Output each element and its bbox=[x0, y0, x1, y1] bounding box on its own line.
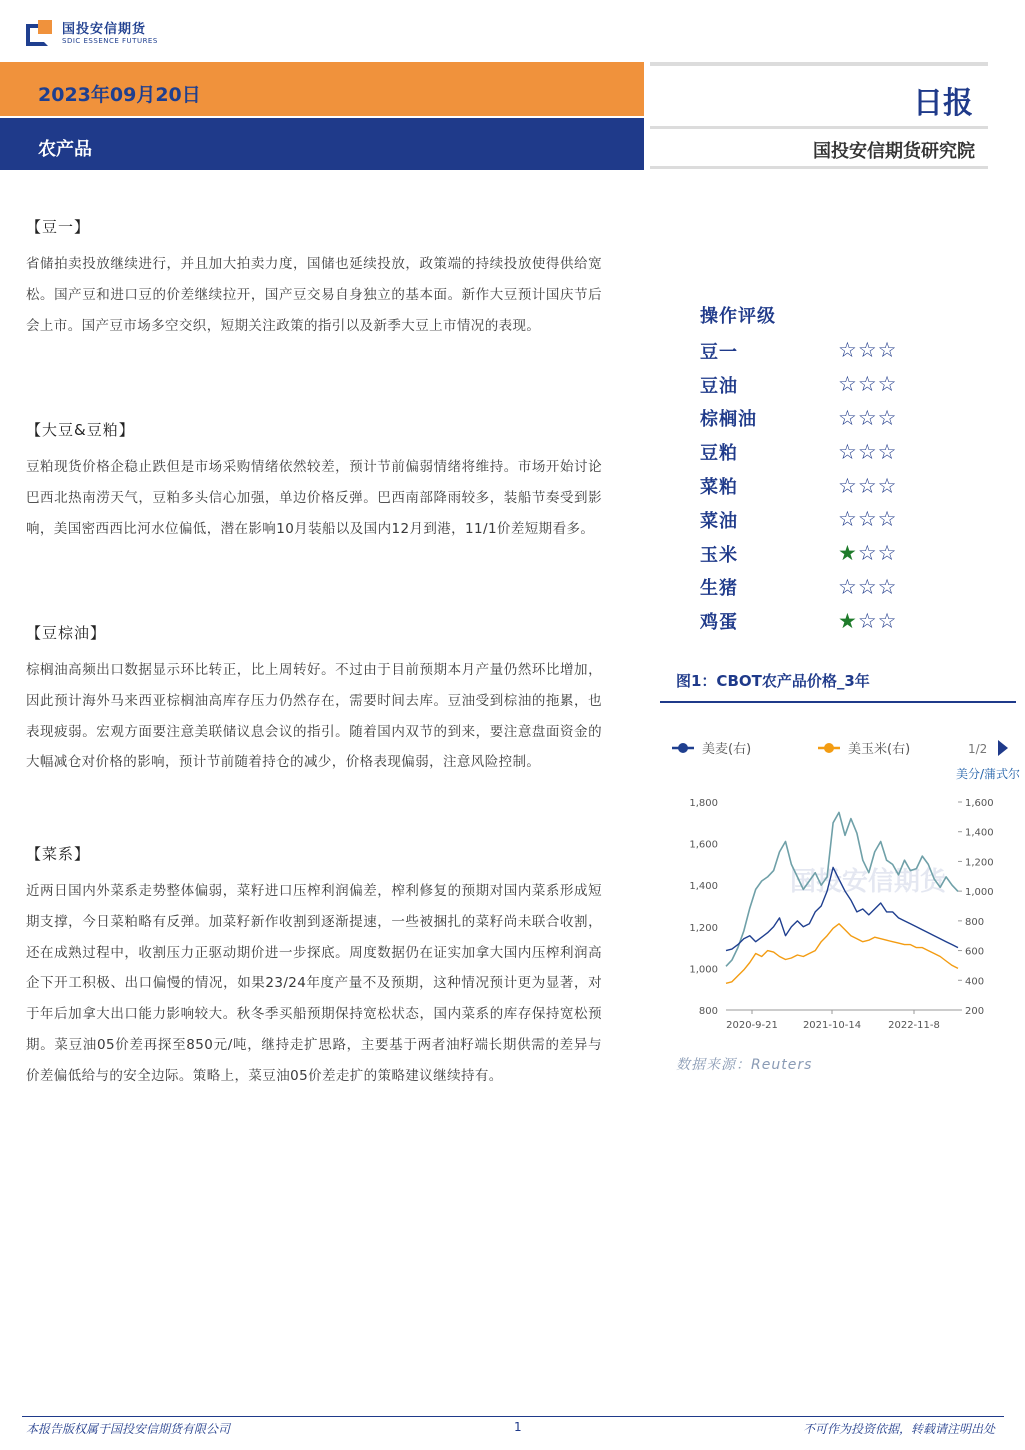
star-outline-icon: ☆ bbox=[877, 372, 897, 397]
star-outline-icon: ☆ bbox=[877, 439, 897, 464]
rating-stars bbox=[838, 608, 897, 633]
star-outline-icon: ☆ bbox=[877, 574, 897, 599]
section-body: 近两日国内外菜系走势整体偏弱，菜籽进口压榨利润偏差，榨利修复的预期对国内菜系形成短期支撑，今日菜粕略有反弹。加菜籽新作收割到逐渐提速，一些被捆扎的菜籽尚未联合收割，还在成熟过程中，收割压力正驱动期价进一步探底。周度数据仍在证实加拿大国内压榨利润高企下开工积极、出口偏慢的情况，如果23/24年度产量不及预期，这种情况预计更为显著，对于年后加拿大出口能力影响较大。秋冬季买船预期保持宽松状态，国内菜系的库存保持宽松预期。菜豆油05价差再探至850元/吨，继持走扩思路，主要基于两者油籽端长期供需的差异与价差偏低给与的安全边际。策略上，菜豆油05价差走扩的策略建议继续持有。 bbox=[26, 883, 602, 1084]
rating-item-name: 菜粕 bbox=[700, 477, 738, 499]
rating-stars bbox=[838, 374, 896, 395]
header-divider bbox=[650, 166, 988, 169]
rating-stars bbox=[838, 439, 897, 464]
rating-row bbox=[700, 402, 980, 436]
legend-next-icon bbox=[998, 740, 1008, 756]
star-outline-icon: ☆ bbox=[857, 507, 877, 532]
right-tick-label: 600 bbox=[965, 946, 985, 958]
star-outline-icon: ☆ bbox=[877, 541, 897, 566]
header-category-band bbox=[0, 118, 644, 170]
section-title: 【豆一】 bbox=[26, 218, 91, 236]
rating-row bbox=[700, 537, 980, 571]
left-tick-label: 1,000 bbox=[689, 964, 718, 976]
left-tick-label: 1,800 bbox=[689, 798, 718, 809]
star-outline-icon: ☆ bbox=[877, 473, 897, 498]
right-tick-label: 400 bbox=[965, 976, 985, 988]
star-outline-icon: ☆ bbox=[857, 439, 877, 464]
legend-label: 美麦(右) bbox=[702, 742, 752, 757]
star-outline-icon: ☆ bbox=[857, 574, 877, 599]
star-outline-icon: ☆ bbox=[857, 338, 877, 363]
star-outline-icon: ☆ bbox=[838, 473, 857, 498]
figure-title: 图1：CBOT农产品价格_3年 bbox=[676, 672, 870, 690]
right-tick-label: 1,200 bbox=[965, 857, 994, 869]
rating-item-name: 生猪 bbox=[700, 578, 738, 600]
rating-item-name: 棕榈油 bbox=[700, 409, 757, 431]
rating-item-name: 玉米 bbox=[700, 544, 738, 566]
right-tick-label: 1,600 bbox=[965, 798, 994, 809]
section-soybean-meal bbox=[26, 419, 602, 544]
star-outline-icon: ☆ bbox=[877, 608, 897, 633]
star-outline-icon: ☆ bbox=[838, 507, 857, 532]
star-outline-icon: ☆ bbox=[857, 473, 877, 498]
rating-stars bbox=[838, 340, 896, 361]
cbot-price-chart bbox=[660, 708, 1022, 1044]
footer-copyright: 本报告版权属于国投安信期货有限公司 bbox=[26, 1422, 231, 1436]
legend-marker bbox=[824, 743, 834, 753]
star-outline-icon: ☆ bbox=[877, 338, 897, 363]
report-category: 农产品 bbox=[38, 139, 92, 160]
x-tick-label: 2020-9-21 bbox=[726, 1020, 778, 1031]
star-outline-icon: ☆ bbox=[838, 574, 857, 599]
chart-watermark: 国投安信期货 bbox=[790, 867, 947, 897]
section-body: 省储拍卖投放继续进行，并且加大拍卖力度，国储也延续投放，政策端的持续投放使得供给宽松。国产豆和进口豆的价差继续拉开，国产豆交易自身独立的基本面。新作大豆预计国庆节后会上市。国产豆市场多空交织，短期关注政策的指引以及新季大豆上市情况的表现。 bbox=[26, 256, 602, 334]
rating-row bbox=[700, 503, 980, 537]
rating-row bbox=[700, 368, 980, 402]
rating-stars bbox=[838, 574, 897, 599]
company-logo bbox=[26, 20, 158, 48]
footer-rule bbox=[22, 1416, 1004, 1417]
section-oils bbox=[26, 622, 602, 778]
left-tick-label: 1,200 bbox=[689, 922, 718, 934]
section-soybean-one bbox=[26, 216, 602, 341]
left-tick-label: 800 bbox=[698, 1006, 718, 1017]
x-tick-label: 2022-11-8 bbox=[888, 1020, 940, 1031]
star-outline-icon: ☆ bbox=[857, 608, 877, 633]
page-number: 1 bbox=[514, 1420, 522, 1434]
left-tick-label: 1,400 bbox=[689, 881, 718, 893]
rating-row bbox=[700, 334, 980, 368]
star-outline-icon: ☆ bbox=[838, 405, 857, 430]
rating-row bbox=[700, 604, 980, 638]
header-divider bbox=[650, 126, 988, 129]
figure-title-rule bbox=[660, 701, 1016, 703]
rating-item-name: 豆一 bbox=[700, 341, 738, 363]
header-divider bbox=[650, 62, 988, 66]
star-outline-icon: ☆ bbox=[857, 372, 877, 397]
star-outline-icon: ☆ bbox=[877, 405, 897, 430]
star-filled-icon: ★ bbox=[838, 541, 857, 566]
legend-page: 1/2 bbox=[968, 742, 988, 756]
star-filled-icon: ★ bbox=[838, 608, 857, 633]
right-tick-label: 1,000 bbox=[965, 887, 994, 899]
logo-icon bbox=[26, 20, 54, 48]
section-body: 豆粕现货价格企稳止跌但是市场采购情绪依然较差，预计节前偏弱情绪将维持。市场开始讨论巴西北热南涝天气，豆粕多头信心加强，单边价格反弹。巴西南部降雨较多，装船节奏受到影响，美国密西西比河水位偏低，潜在影响10月装船以及国内12月到港，11/1价差短期看多。 bbox=[26, 459, 602, 537]
right-axis-unit: 美分/蒲式尔 bbox=[956, 767, 1021, 781]
footer-disclaimer: 不可作为投资依据，转载请注明出处 bbox=[802, 1422, 995, 1436]
x-tick-label: 2021-10-14 bbox=[802, 1020, 862, 1031]
legend-label: 美玉米(右) bbox=[848, 742, 911, 757]
star-outline-icon: ☆ bbox=[857, 541, 877, 566]
right-tick-label: 200 bbox=[965, 1006, 985, 1017]
rating-row bbox=[700, 571, 980, 605]
rating-stars bbox=[838, 543, 896, 564]
right-tick-label: 1,400 bbox=[965, 827, 994, 839]
figure-source: 数据来源：Reuters bbox=[676, 1057, 813, 1073]
rating-item-name: 豆油 bbox=[700, 375, 738, 397]
report-org: 国投安信期货研究院 bbox=[813, 141, 975, 162]
star-outline-icon: ☆ bbox=[838, 439, 857, 464]
section-title: 【大豆&豆粕】 bbox=[26, 421, 135, 439]
rating-item-name: 菜油 bbox=[700, 510, 738, 532]
section-title: 【豆棕油】 bbox=[26, 624, 107, 642]
rating-stars bbox=[838, 405, 897, 430]
section-title: 【菜系】 bbox=[26, 845, 91, 863]
star-outline-icon: ☆ bbox=[838, 372, 857, 397]
section-rapeseed bbox=[26, 843, 602, 1092]
rating-title: 操作评级 bbox=[700, 306, 776, 327]
rating-panel bbox=[700, 302, 980, 638]
star-outline-icon: ☆ bbox=[838, 338, 857, 363]
rating-row bbox=[700, 435, 980, 469]
rating-stars bbox=[838, 509, 896, 530]
logo-name-cn: 国投安信期货 bbox=[62, 22, 147, 37]
rating-item-name: 豆粕 bbox=[700, 443, 738, 465]
rating-item-name: 鸡蛋 bbox=[700, 612, 738, 634]
left-tick-label: 1,600 bbox=[689, 839, 718, 851]
report-type: 日报 bbox=[913, 86, 973, 121]
star-outline-icon: ☆ bbox=[877, 507, 897, 532]
rating-stars bbox=[838, 473, 897, 498]
series-line-2 bbox=[726, 924, 958, 984]
legend-marker bbox=[678, 743, 688, 753]
section-body: 棕榈油高频出口数据显示环比转正，比上周转好。不过由于目前预期本月产量仍然环比增加，因此预计海外马来西亚棕榈油高库存压力仍然存在，需要时间去库。豆油受到棕油的拖累，也表现疲弱。宏观方面要注意美联储议息会议的指引。随着国内双节的到来，要注意盘面资金的大幅减仓对价格的影响，预计节前随着持仓的减少，价格表现偏弱，注意风险控制。 bbox=[26, 662, 602, 771]
star-outline-icon: ☆ bbox=[857, 405, 877, 430]
logo-name-en: SDIC ESSENCE FUTURES bbox=[62, 37, 158, 45]
rating-row bbox=[700, 469, 980, 503]
report-date: 2023年09月20日 bbox=[38, 84, 201, 106]
right-tick-label: 800 bbox=[965, 916, 985, 928]
